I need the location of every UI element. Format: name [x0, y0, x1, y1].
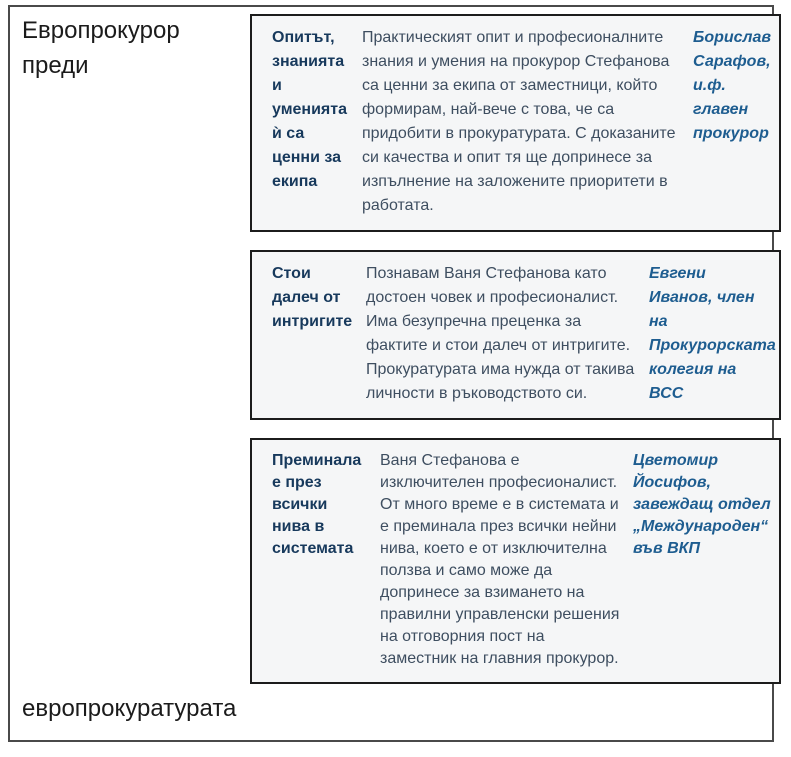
quote-card	[250, 250, 781, 420]
page-title-top: Европрокурор преди	[22, 17, 180, 79]
page-title-bottom: европрокуратурата	[22, 695, 237, 722]
quote-card-list	[250, 14, 781, 684]
quote-body: Ваня Стефанова е изключителен професионалист. От много време е в системата и е преминала през всички нейни нива, което е от изключителна ползва и само може да допринесе за взимането на правилни управленски решения на отговорния пост на заместник на главния прокурор.	[380, 452, 620, 667]
quote-attribution: Борислав Сарафов, и.ф. главен прокурор	[693, 29, 772, 142]
quote-attribution: Цветомир Йосифов, завеждащ отдел „Международен“ във ВКП	[633, 452, 771, 557]
article-frame	[8, 5, 774, 742]
quote-card	[250, 14, 781, 232]
quote-card	[250, 438, 781, 684]
quote-title: Опитът, знанията и уменията ѝ са ценни за екипа	[272, 29, 347, 190]
quote-body: Познавам Ваня Стефанова като достоен човек и професионалист. Има безупречна преценка за фактите и стои далеч от интригите. Прокуратурата има нужда от такива личности в ръководството си.	[366, 265, 635, 402]
quote-body: Практическият опит и професионалните знания и умения на прокурор Стефанова са ценни за екипа от заместници, който формирам, най-вече с това, че са придобити в прокуратурата. С доказаните си качества и опит тя ще допринесе за изпълнение на заложените приоритети в работата.	[362, 29, 676, 214]
quote-title: Стои далеч от интригите	[272, 265, 353, 330]
quote-title: Преминала е през всички нива в системата	[272, 452, 362, 557]
quote-attribution: Евгени Иванов, член на Прокурорската колегия на ВСС	[649, 265, 776, 402]
